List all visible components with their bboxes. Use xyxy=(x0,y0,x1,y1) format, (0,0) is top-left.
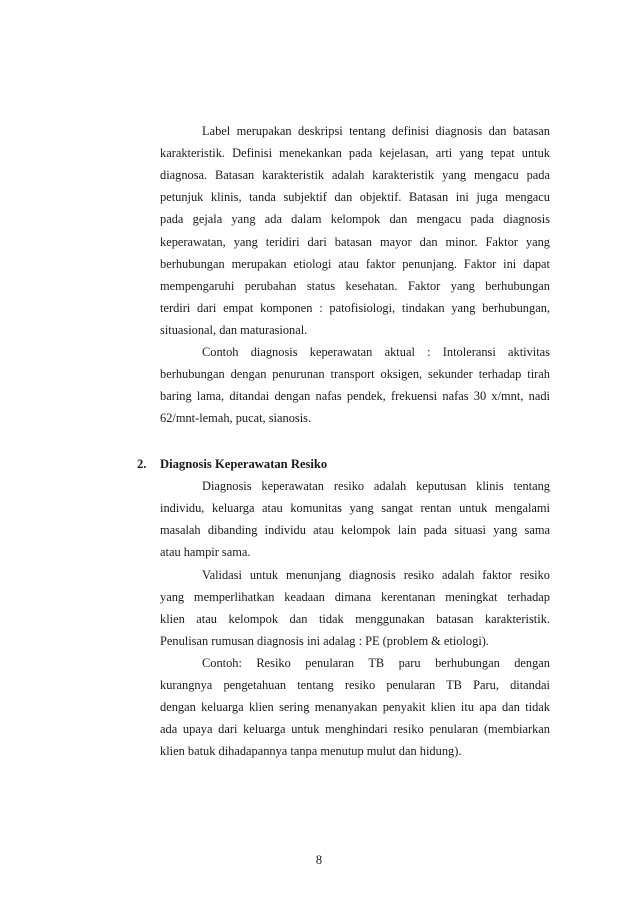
paragraph-line: terdiri dari empat komponen : patofisiologi, tindakan yang berhubungan, xyxy=(160,301,550,315)
section-number: 2. xyxy=(137,457,147,471)
paragraph-line: Diagnosis keperawatan resiko adalah keputusan klinis tentang xyxy=(202,479,550,493)
paragraph-line: 62/mnt-lemah, pucat, sianosis. xyxy=(160,411,312,425)
paragraph-line: situasional, dan maturasional. xyxy=(160,323,308,337)
paragraph-line: kurangnya pengetahuan tentang resiko penularan TB Paru, ditandai xyxy=(160,678,550,692)
paragraph-line: Penulisan rumusan diagnosis ini adalag : PE (problem & etiologi). xyxy=(160,634,489,648)
paragraph-line: karakteristik. Definisi menekankan pada kejelasan, arti yang tepat untuk xyxy=(160,146,550,160)
paragraph-line: yang memperlihatkan keadaan dimana kerentanan meningkat terhadap xyxy=(160,590,550,604)
paragraph-line: keperawatan, yang teridiri dari batasan mayor dan minor. Faktor yang xyxy=(160,235,550,249)
paragraph-line: individu, keluarga atau komunitas yang sangat rentan untuk mengalami xyxy=(160,501,550,515)
paragraph-line: Contoh diagnosis keperawatan aktual : Intoleransi aktivitas xyxy=(202,345,550,359)
section-title: Diagnosis Keperawatan Resiko xyxy=(160,457,328,471)
paragraph-line: atau hampir sama. xyxy=(160,545,251,559)
paragraph-line: dengan keluarga klien sering menanyakan penyakit klien itu apa dan tidak xyxy=(160,700,550,714)
paragraph-line: mempengaruhi perubahan status kesehatan. Faktor yang berhubungan xyxy=(160,279,550,293)
paragraph-line: berhubungan dengan penurunan transport oksigen, sekunder terhadap tirah xyxy=(160,367,550,381)
paragraph-line: berhubungan merupakan etiologi atau faktor penunjang. Faktor ini dapat xyxy=(160,257,550,271)
paragraph-line: pada gejala yang ada dalam kelompok dan mengacu pada diagnosis xyxy=(160,212,550,226)
paragraph-line: klien batuk dihadapannya tanpa menutup mulut dan hidung). xyxy=(160,744,462,758)
paragraph-line: klien atau kelompok dan tidak menggunakan batasan karakteristik. xyxy=(160,612,550,626)
paragraph-line: masalah dibanding individu atau kelompok lain pada situasi yang sama xyxy=(160,523,550,537)
paragraph-line: Contoh: Resiko penularan TB paru berhubungan dengan xyxy=(202,656,550,670)
paragraph-line: baring lama, ditandai dengan nafas pendek, frekuensi nafas 30 x/mnt, nadi xyxy=(160,389,550,403)
paragraph-line: Validasi untuk menunjang diagnosis resiko adalah faktor resiko xyxy=(202,568,550,582)
section-heading xyxy=(137,456,327,472)
page-number: 8 xyxy=(315,853,323,867)
paragraph-line: ada upaya dari keluarga untuk menghindari resiko penularan (membiarkan xyxy=(160,722,550,736)
paragraph-line: diagnosa. Batasan karakteristik adalah karakteristik yang mengacu pada xyxy=(160,168,550,182)
paragraph-line: petunjuk klinis, tanda subjektif dan objektif. Batasan ini juga mengacu xyxy=(160,190,550,204)
paragraph-line: Label merupakan deskripsi tentang definisi diagnosis dan batasan xyxy=(202,124,550,138)
